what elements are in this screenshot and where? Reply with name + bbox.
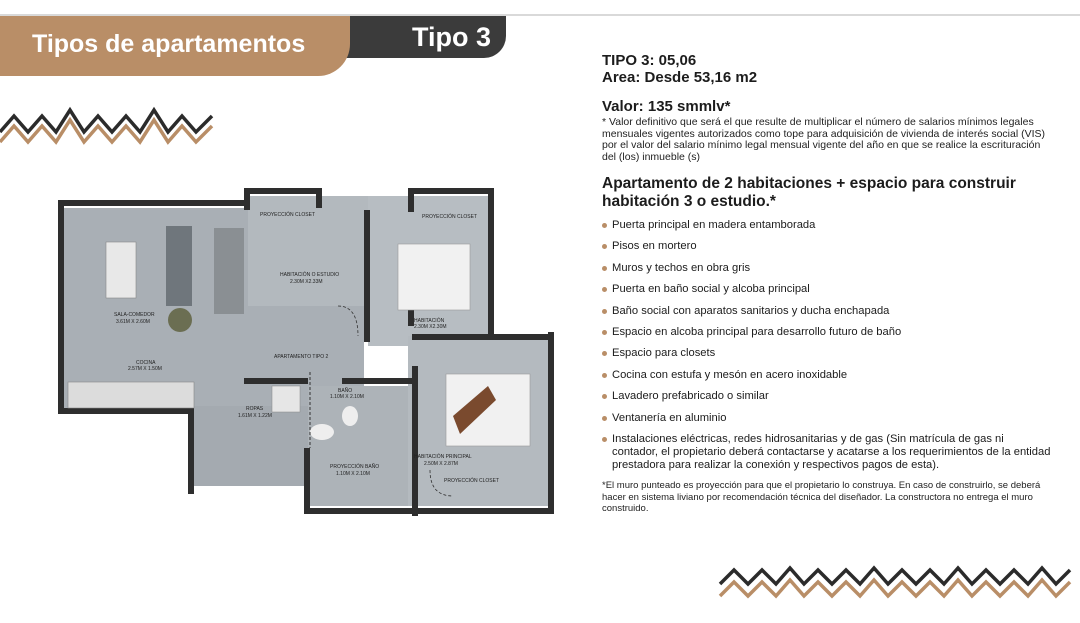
- feature-item: Pisos en mortero: [602, 240, 1052, 253]
- label-proy-closet-1: PROYECCIÓN CLOSET: [260, 212, 316, 218]
- valor-heading: Valor: 135 smmlv*: [602, 98, 731, 115]
- feature-item: Instalaciones eléctricas, redes hidrosanitarias y de gas (Sin matrícula de gas ni contador, el propietario deberá contactarse y acatarse a los requerimientos de la entidad prestadora para realizar la conexión y respectivos pagos de esta).: [602, 433, 1052, 472]
- label-proy-closet-3: PROYECCIÓN CLOSET: [444, 478, 500, 484]
- apartment-info: [602, 52, 1052, 515]
- label-cocina-dim: 2.57M X 1.50M: [128, 366, 162, 372]
- label-ropas: ROPAS: [246, 406, 264, 412]
- feature-item: Puerta principal en madera entamborada: [602, 219, 1052, 232]
- label-sala-dim: 3.61M X 2.60M: [116, 319, 150, 325]
- title-banner: [0, 16, 350, 76]
- label-habitacion-dim: 2.30M X2.30M: [414, 324, 447, 330]
- label-ropas-dim: 1.61M X 1.22M: [238, 413, 272, 419]
- label-cocina: COCINA: [136, 360, 156, 366]
- zigzag-decoration-bottom: [716, 562, 1080, 612]
- feature-item: Puerta en baño social y alcoba principal: [602, 283, 1052, 296]
- label-proy-bano: PROYECCIÓN BAÑO: [330, 464, 380, 470]
- type-tab-label: Tipo 3: [412, 22, 492, 52]
- feature-item: Espacio para closets: [602, 347, 1052, 360]
- features-list: [602, 219, 1052, 472]
- label-bano-dim: 1.10M X 2.10M: [330, 394, 364, 400]
- label-hab-principal-dim: 2.50M X 2.87M: [424, 461, 458, 467]
- feature-item: Baño social con aparatos sanitarios y ducha enchapada: [602, 305, 1052, 318]
- apartment-headline: Apartamento de 2 habitaciones + espacio para construir habitación 3 o estudio.*: [602, 175, 1016, 210]
- feature-item: Ventanería en aluminio: [602, 412, 1052, 425]
- label-hab-estudio-dim: 2.30M X2.33M: [290, 279, 323, 285]
- page-title: Tipos de apartamentos: [32, 30, 306, 58]
- floor-plan: [58, 186, 554, 516]
- label-habitacion: HABITACIÓN: [414, 318, 445, 324]
- label-hab-estudio: HABITACIÓN O ESTUDIO: [280, 272, 340, 278]
- area-heading: Area: Desde 53,16 m2: [602, 69, 758, 86]
- tipo-heading: TIPO 3: 05,06: [602, 52, 697, 69]
- feature-item: Lavadero prefabricado o similar: [602, 390, 1052, 403]
- label-sala: SALA-COMEDOR: [114, 312, 155, 318]
- feature-item: Muros y techos en obra gris: [602, 262, 1052, 275]
- feature-item: Cocina con estufa y mesón en acero inoxidable: [602, 369, 1052, 382]
- label-apto: APARTAMENTO TIPO 2: [274, 354, 329, 360]
- label-proy-closet-2: PROYECCIÓN CLOSET: [422, 214, 478, 220]
- label-hab-principal: HABITACIÓN PRINCIPAL: [414, 454, 472, 460]
- footnote: *El muro punteado es proyección para que el propietario lo construya. En caso de construirlo, se deberá hacer en sistema liviano por recomendación técnica del diseñador. La constructora no entrega el muro construido.: [602, 480, 1041, 515]
- zigzag-decoration-top: [0, 100, 220, 150]
- feature-item: Espacio en alcoba principal para desarrollo futuro de baño: [602, 326, 1052, 339]
- label-proy-bano-dim: 1.10M X 2.10M: [336, 471, 370, 477]
- label-bano: BAÑO: [338, 388, 353, 394]
- valor-note: * Valor definitivo que será el que resulte de multiplicar el número de salarios mínimos legales mensuales vigentes autorizados como tope para adquisición de vivienda de interés social (VIS) por el valor del salario mínimo legal mensual vigente del año en que se realice la escrituración del (los) inmueble (s): [602, 116, 1045, 163]
